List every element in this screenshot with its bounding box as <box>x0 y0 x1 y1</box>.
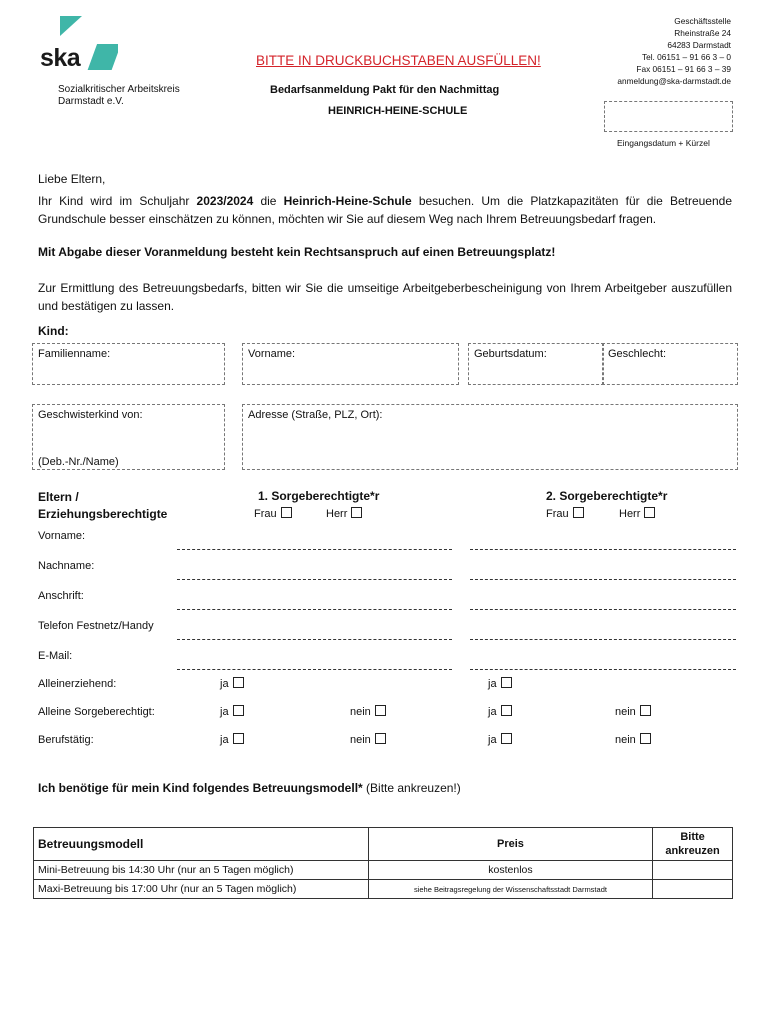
ja-label: ja <box>220 706 229 718</box>
employed-label: Berufstätig: <box>38 734 94 746</box>
table-header-row <box>34 828 733 861</box>
intro-text: besuchen. Um die Platzkapazitäten für die Betreuende Grundschule besser einschätzen zu können, möchten wir Sie auf diesem Weg nach Ihrem Betreuungsbedarf fragen. <box>38 194 733 226</box>
intro-text: die <box>253 194 284 208</box>
checkbox[interactable] <box>501 677 512 688</box>
email-label: E-Mail: <box>38 650 73 662</box>
logo <box>38 14 118 74</box>
checkbox[interactable] <box>640 733 651 744</box>
guardian-1-email-line[interactable] <box>177 669 452 670</box>
school-year: 2023/2024 <box>196 194 254 208</box>
intro-paragraph <box>38 192 732 228</box>
single-parent-label: Alleinerziehend: <box>38 678 117 690</box>
sibling-note: (Deb.-Nr./Name) <box>38 456 119 468</box>
employed-g1-ja[interactable] <box>220 733 244 746</box>
nein-label: nein <box>615 734 636 746</box>
birthdate-field[interactable] <box>468 343 604 385</box>
org-name <box>58 84 180 108</box>
model-check-cell[interactable] <box>653 880 733 899</box>
model-price: kostenlos <box>368 861 652 880</box>
sole-custody-label: Alleine Sorgeberechtigt: <box>38 706 155 718</box>
greeting: Liebe Eltern, <box>38 172 106 186</box>
received-date-label: Eingangsdatum + Kürzel <box>617 138 710 148</box>
guardian-1-herr[interactable] <box>326 507 362 520</box>
office-address <box>580 15 731 87</box>
ja-label: ja <box>220 734 229 746</box>
address-field[interactable] <box>242 404 738 470</box>
parents-heading-line: Eltern / <box>38 490 79 504</box>
guardian-2-email-line[interactable] <box>470 669 736 670</box>
col-model-header: Betreuungsmodell <box>34 828 369 861</box>
child-heading: Kind: <box>38 324 69 338</box>
no-entitlement-notice: Mit Abgabe dieser Voranmeldung besteht kein Rechtsanspruch auf einen Betreuungsplatz! <box>38 245 556 259</box>
birthdate-label: Geburtsdatum: <box>474 348 547 360</box>
phone-label: Telefon Festnetz/Handy <box>38 620 154 632</box>
ja-label: ja <box>488 706 497 718</box>
lastname-label: Familienname: <box>38 348 111 360</box>
guardian-2-address-line[interactable] <box>470 609 736 610</box>
guardian-1-frau[interactable] <box>254 507 292 520</box>
employed-g2-nein[interactable] <box>615 733 651 746</box>
checkbox[interactable] <box>351 507 362 518</box>
employed-g2-ja[interactable] <box>488 733 512 746</box>
address-label: Anschrift: <box>38 590 84 602</box>
guardian-2-heading: 2. Sorgeberechtigte*r <box>546 489 668 503</box>
parents-heading-line: Erziehungsberechtigte <box>38 507 168 521</box>
single-g1-ja[interactable] <box>220 677 244 690</box>
checkbox[interactable] <box>644 507 655 518</box>
school-name-inline: Heinrich-Heine-Schule <box>283 194 412 208</box>
lastname-field[interactable] <box>32 343 225 385</box>
guardian-1-lastname-line[interactable] <box>177 579 452 580</box>
checkbox[interactable] <box>573 507 584 518</box>
office-line: Fax 06151 – 91 66 3 – 39 <box>636 64 731 74</box>
office-line: Tel. 06151 – 91 66 3 – 0 <box>641 52 731 62</box>
guardian-1-address-line[interactable] <box>177 609 452 610</box>
org-line-1: Sozialkritischer Arbeitskreis <box>58 84 180 95</box>
address-label: Adresse (Straße, PLZ, Ort): <box>248 409 383 421</box>
fill-in-warning: BITTE IN DRUCKBUCHSTABEN AUSFÜLLEN! <box>256 53 541 68</box>
guardian-1-heading: 1. Sorgeberechtigte*r <box>258 489 380 503</box>
single-g2-ja[interactable] <box>488 677 512 690</box>
model-intro-bold: Ich benötige für mein Kind folgendes Betreuungsmodell* <box>38 781 363 795</box>
table-row <box>34 880 733 899</box>
checkbox[interactable] <box>501 705 512 716</box>
form-title: Bedarfsanmeldung Pakt für den Nachmittag <box>270 84 500 96</box>
sibling-label: Geschwisterkind von: <box>38 409 143 421</box>
model-intro <box>38 781 461 795</box>
guardian-2-lastname-line[interactable] <box>470 579 736 580</box>
guardian-1-firstname-line[interactable] <box>177 549 452 550</box>
guardian-1-phone-line[interactable] <box>177 639 452 640</box>
col-check-header <box>653 828 733 861</box>
model-intro-rest: (Bitte ankreuzen!) <box>362 781 461 795</box>
checkbox[interactable] <box>501 733 512 744</box>
firstname-field[interactable] <box>242 343 459 385</box>
col-check-header-line: Bitte <box>680 831 705 843</box>
checkbox[interactable] <box>375 733 386 744</box>
firstname-label: Vorname: <box>248 348 296 360</box>
checkbox[interactable] <box>375 705 386 716</box>
herr-label: Herr <box>326 508 348 520</box>
nein-label: nein <box>350 734 371 746</box>
checkbox[interactable] <box>233 733 244 744</box>
gender-label: Geschlecht: <box>608 348 667 360</box>
sole-g2-nein[interactable] <box>615 705 651 718</box>
care-model-table <box>33 827 733 899</box>
ja-label: ja <box>220 678 229 690</box>
model-price: siehe Beitragsregelung der Wissenschaftsstadt Darmstadt <box>368 880 652 899</box>
col-check-header-line: ankreuzen <box>665 845 720 857</box>
logo-text: ska <box>40 44 81 72</box>
received-date-box <box>604 101 733 132</box>
checkbox[interactable] <box>233 677 244 688</box>
parents-heading <box>38 489 167 523</box>
col-price-header: Preis <box>368 828 652 861</box>
employer-paragraph: Zur Ermittlung des Betreuungsbedarfs, bitten wir Sie die umseitige Arbeitgeberbescheinigung von Ihrem Arbeitgeber auszufüllen und bestätigen zu lassen. <box>38 281 732 313</box>
checkbox[interactable] <box>640 705 651 716</box>
employed-g1-nein[interactable] <box>350 733 386 746</box>
model-name: Maxi-Betreuung bis 17:00 Uhr (nur an 5 Tagen möglich) <box>34 880 369 899</box>
guardian-2-herr[interactable] <box>619 507 655 520</box>
frau-label: Frau <box>546 508 569 520</box>
table-row <box>34 861 733 880</box>
nein-label: nein <box>350 706 371 718</box>
model-name: Mini-Betreuung bis 14:30 Uhr (nur an 5 Tagen möglich) <box>34 861 369 880</box>
guardian-2-phone-line[interactable] <box>470 639 736 640</box>
guardian-2-firstname-line[interactable] <box>470 549 736 550</box>
office-line: 64283 Darmstadt <box>667 40 731 50</box>
office-line: anmeldung@ska-darmstadt.de <box>617 76 731 86</box>
org-line-2: Darmstadt e.V. <box>58 96 124 107</box>
school-name: HEINRICH-HEINE-SCHULE <box>328 105 468 117</box>
gender-field[interactable] <box>602 343 738 385</box>
nein-label: nein <box>615 706 636 718</box>
firstname-label: Vorname: <box>38 530 86 542</box>
checkbox[interactable] <box>281 507 292 518</box>
model-check-cell[interactable] <box>653 861 733 880</box>
sibling-field[interactable] <box>32 404 225 470</box>
office-line: Rheinstraße 24 <box>674 28 731 38</box>
sole-g1-ja[interactable] <box>220 705 244 718</box>
sole-g2-ja[interactable] <box>488 705 512 718</box>
frau-label: Frau <box>254 508 277 520</box>
herr-label: Herr <box>619 508 641 520</box>
office-line: Geschäftsstelle <box>674 16 731 26</box>
intro-text: Ihr Kind wird im Schuljahr <box>38 194 197 208</box>
lastname-label: Nachname: <box>38 560 95 572</box>
checkbox[interactable] <box>233 705 244 716</box>
ja-label: ja <box>488 734 497 746</box>
guardian-2-frau[interactable] <box>546 507 584 520</box>
sole-g1-nein[interactable] <box>350 705 386 718</box>
ja-label: ja <box>488 678 497 690</box>
